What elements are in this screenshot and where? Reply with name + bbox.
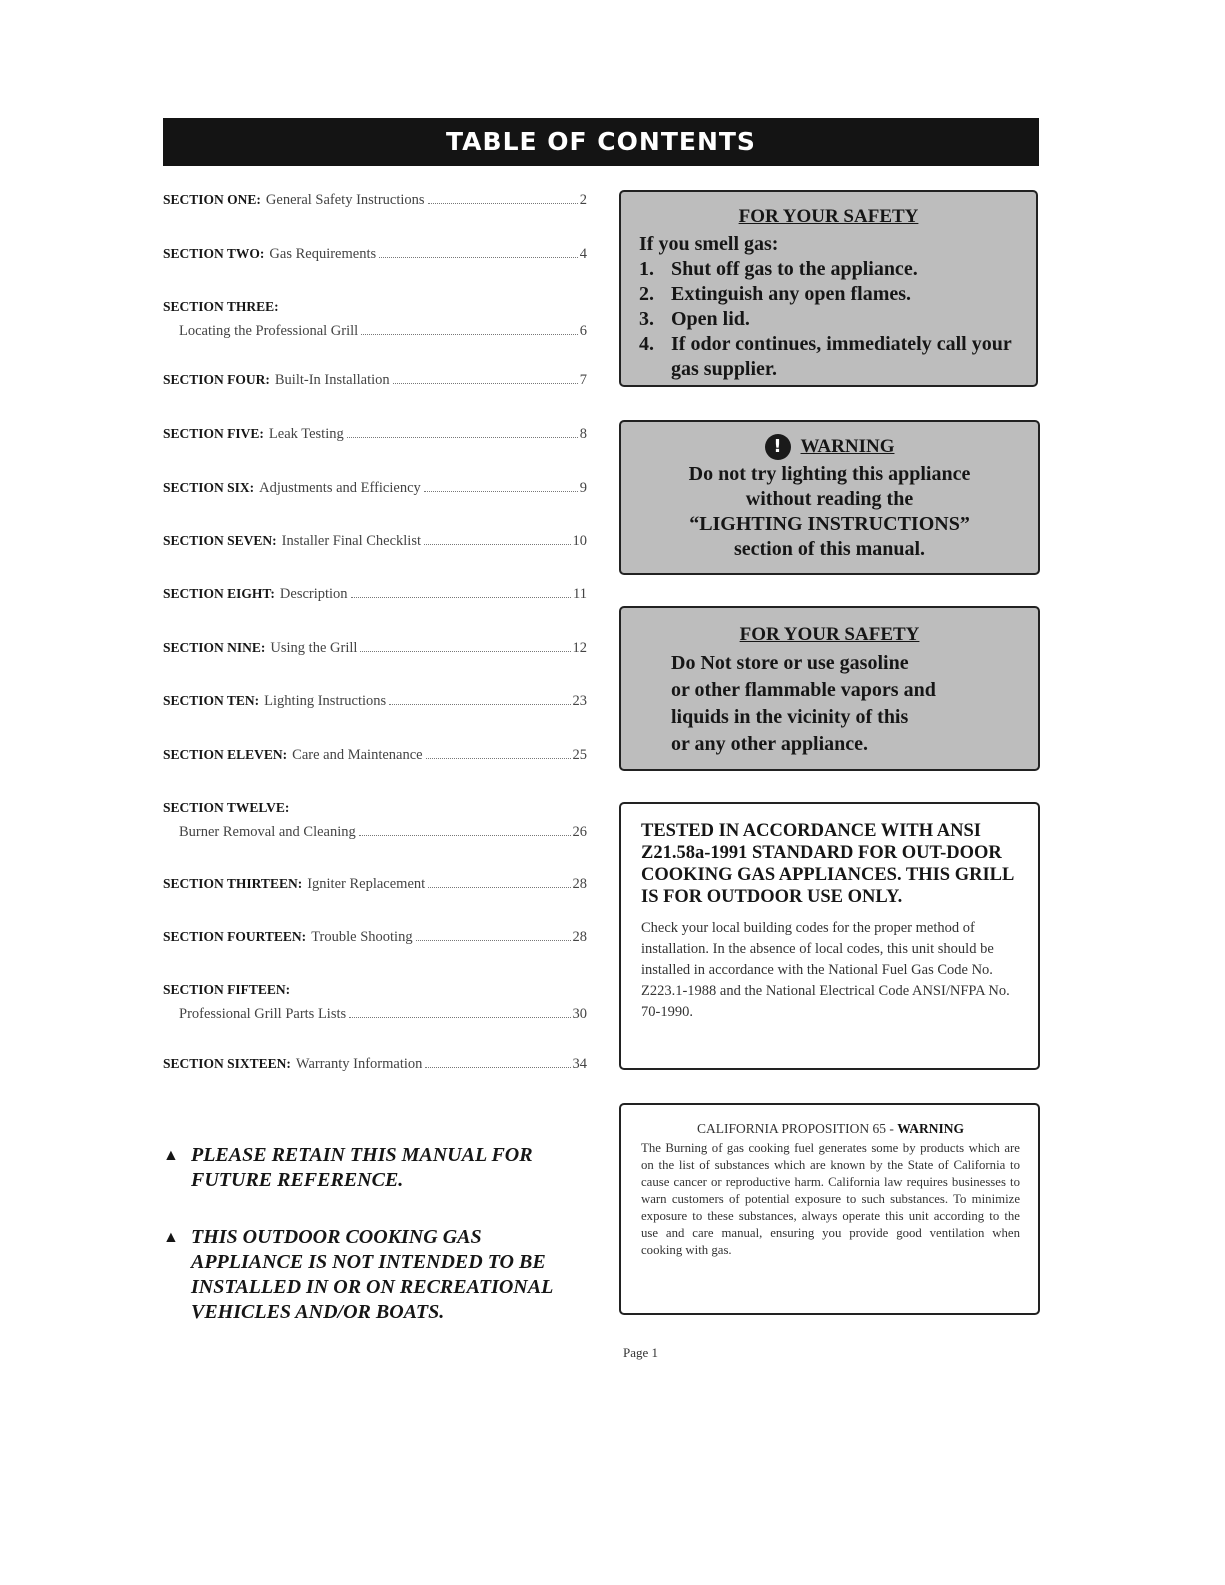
warning-heading: WARNING xyxy=(800,436,895,457)
page-title: TABLE OF CONTENTS xyxy=(163,118,1039,166)
toc-leader xyxy=(347,437,578,438)
toc-entry xyxy=(163,368,587,392)
prop65-heading-warning: WARNING xyxy=(897,1121,965,1136)
toc-page-number: 6 xyxy=(579,323,587,339)
toc-page-number: 7 xyxy=(579,372,587,388)
toc-section-label: SECTION ONE: xyxy=(163,192,261,207)
toc-entry xyxy=(163,242,587,266)
toc-entry xyxy=(163,872,587,896)
toc-section-label: SECTION TEN: xyxy=(163,693,260,708)
prop65-heading xyxy=(641,1121,1020,1137)
toc-entry xyxy=(163,689,587,713)
safety-line: or other flammable vapors and xyxy=(671,679,936,701)
toc-section-title: General Safety Instructions xyxy=(265,192,425,208)
step-text: Open lid. xyxy=(671,308,750,330)
toc-leader xyxy=(424,544,571,545)
toc-entry xyxy=(163,529,587,553)
toc-page-number: 34 xyxy=(572,1056,587,1072)
toc-leader xyxy=(361,334,578,335)
toc-section-label: SECTION TWO: xyxy=(163,246,265,261)
toc-section-label: SECTION SIX: xyxy=(163,480,255,495)
toc-page-number: 25 xyxy=(572,747,587,763)
notice-retain-manual xyxy=(163,1143,583,1193)
warning-line: without reading the xyxy=(745,488,914,510)
toc-section-title: Gas Requirements xyxy=(269,246,377,262)
toc-page-number: 9 xyxy=(579,480,587,496)
toc-section-label: SECTION FOUR: xyxy=(163,372,270,387)
toc-leader xyxy=(351,597,571,598)
toc-section-label: SECTION FIVE: xyxy=(163,426,264,441)
ansi-standard-box xyxy=(619,802,1040,1070)
toc-entry xyxy=(163,582,587,606)
toc-page-number: 8 xyxy=(579,426,587,442)
toc-page-number: 30 xyxy=(572,1006,587,1022)
toc-page-number: 10 xyxy=(572,533,587,549)
toc-leader xyxy=(359,835,571,836)
exclamation-icon: ! xyxy=(765,434,791,460)
toc-section-label: SECTION TWELVE: xyxy=(163,800,290,815)
step-number: 4. xyxy=(639,333,654,355)
toc-section-title: Built-In Installation xyxy=(274,372,390,388)
step-number: 3. xyxy=(639,308,654,330)
toc-page-number: 11 xyxy=(573,586,587,602)
toc-page-number: 28 xyxy=(572,929,587,945)
toc-page-number: 12 xyxy=(572,640,587,656)
safety-box-gas-smell xyxy=(619,190,1038,387)
notice-text: THIS OUTDOOR COOKING GAS APPLIANCE IS NOT INTENDED TO BE INSTALLED IN OR ON RECREATIONAL VEHICLES AND/OR BOATS. xyxy=(191,1226,553,1323)
toc-section-title: Description xyxy=(279,586,348,602)
toc-leader xyxy=(416,940,571,941)
toc-leader xyxy=(389,704,570,705)
toc-section-title: Adjustments and Efficiency xyxy=(259,480,421,496)
toc-entry xyxy=(163,295,587,343)
triangle-bullet-icon: ▲ xyxy=(163,1229,179,1246)
toc-leader xyxy=(360,651,570,652)
safety-box-flammables xyxy=(619,606,1040,771)
safety-intro: If you smell gas: xyxy=(639,233,779,255)
safety-step xyxy=(639,257,1018,282)
toc-section-label: SECTION THREE: xyxy=(163,299,279,314)
step-number: 1. xyxy=(639,258,654,280)
toc-leader xyxy=(393,383,578,384)
toc-leader xyxy=(349,1017,570,1018)
toc-section-title: Leak Testing xyxy=(268,426,344,442)
prop65-warning-box xyxy=(619,1103,1040,1315)
step-text: Extinguish any open flames. xyxy=(671,283,912,305)
step-number: 2. xyxy=(639,283,654,305)
toc-section-title: Burner Removal and Cleaning xyxy=(179,824,356,840)
safety-line: or any other appliance. xyxy=(671,733,869,755)
safety-step xyxy=(639,307,1018,332)
toc-section-label: SECTION NINE: xyxy=(163,640,266,655)
warning-box-lighting xyxy=(619,420,1040,575)
toc-entry xyxy=(163,925,587,949)
notice-text: PLEASE RETAIN THIS MANUAL FOR FUTURE REFERENCE. xyxy=(191,1144,533,1191)
ansi-body: Check your local building codes for the proper method of installation. In the absence of local codes, this unit should be installed in accordance with the National Fuel Gas Code No. Z223.1-1988 and the National Electrical Code ANSI/NFPA No. 70-1990. xyxy=(641,920,1010,1020)
warning-line: Do not try lighting this appliance xyxy=(688,463,971,485)
toc-entry xyxy=(163,476,587,500)
toc-section-title: Using the Grill xyxy=(270,640,358,656)
triangle-bullet-icon: ▲ xyxy=(163,1147,179,1164)
toc-leader xyxy=(428,203,578,204)
safety-step xyxy=(639,332,1018,382)
toc-section-label: SECTION FOURTEEN: xyxy=(163,929,307,944)
toc-leader xyxy=(424,491,578,492)
step-text: If odor continues, immediately call your gas supplier. xyxy=(671,333,1012,380)
page-number: Page 1 xyxy=(623,1345,659,1360)
toc-entry xyxy=(163,636,587,660)
toc-section-title: Warranty Information xyxy=(295,1056,423,1072)
safety-line: liquids in the vicinity of this xyxy=(671,706,909,728)
toc-leader xyxy=(425,1067,570,1068)
toc-entry xyxy=(163,188,587,212)
toc-leader xyxy=(379,257,578,258)
prop65-heading-text: CALIFORNIA PROPOSITION 65 - xyxy=(696,1121,894,1136)
toc-section-label: SECTION SEVEN: xyxy=(163,533,277,548)
warning-header xyxy=(631,434,1028,460)
toc-section-title: Care and Maintenance xyxy=(292,747,423,763)
toc-section-title: Professional Grill Parts Lists xyxy=(179,1006,347,1022)
toc-section-label: SECTION SIXTEEN: xyxy=(163,1056,291,1071)
toc-leader xyxy=(426,758,571,759)
toc-section-title: Igniter Replacement xyxy=(307,876,426,892)
step-text: Shut off gas to the appliance. xyxy=(671,258,918,280)
notice-not-for-rv xyxy=(163,1225,583,1325)
toc-section-label: SECTION ELEVEN: xyxy=(163,747,288,762)
toc-entry xyxy=(163,1052,587,1076)
toc-page-number: 4 xyxy=(579,246,587,262)
toc-section-title: Locating the Professional Grill xyxy=(179,323,359,339)
toc-page-number: 28 xyxy=(572,876,587,892)
safety-steps-list xyxy=(639,257,1018,382)
toc-entry xyxy=(163,796,587,844)
safety-heading: FOR YOUR SAFETY xyxy=(739,624,920,645)
toc-section-label: SECTION FIFTEEN: xyxy=(163,982,291,997)
warning-line: section of this manual. xyxy=(733,538,926,560)
toc-page-number: 2 xyxy=(579,192,587,208)
safety-step xyxy=(639,282,1018,307)
warning-line: “LIGHTING INSTRUCTIONS” xyxy=(689,513,970,535)
ansi-heading: TESTED IN ACCORDANCE WITH ANSI Z21.58a-1991 STANDARD FOR OUT-DOOR COOKING GAS APPLIANCES. THIS GRILL IS FOR OUTDOOR USE ONLY. xyxy=(641,821,1014,907)
safety-heading: FOR YOUR SAFETY xyxy=(738,206,919,227)
toc-page-number: 23 xyxy=(572,693,587,709)
toc-section-label: SECTION THIRTEEN: xyxy=(163,876,303,891)
toc-entry xyxy=(163,422,587,446)
toc-leader xyxy=(428,887,570,888)
toc-section-title: Lighting Instructions xyxy=(264,693,387,709)
toc-entry xyxy=(163,978,587,1026)
toc-entry xyxy=(163,743,587,767)
toc-page-number: 26 xyxy=(572,824,587,840)
toc-section-title: Installer Final Checklist xyxy=(281,533,421,549)
toc-section-label: SECTION EIGHT: xyxy=(163,586,275,601)
prop65-body: The Burning of gas cooking fuel generates some by products which are on the list of substances which are known by the State of California to cause cancer or reproductive harm. California law requires businesses to warn customers of potential exposure to such substances. To minimize exposure to these substances, always operate this unit according to the use and care manual, ensuring you provide good ventilation when cooking with gas. xyxy=(641,1141,1020,1257)
safety-line: Do Not store or use gasoline xyxy=(671,652,909,674)
toc-section-title: Trouble Shooting xyxy=(311,929,413,945)
